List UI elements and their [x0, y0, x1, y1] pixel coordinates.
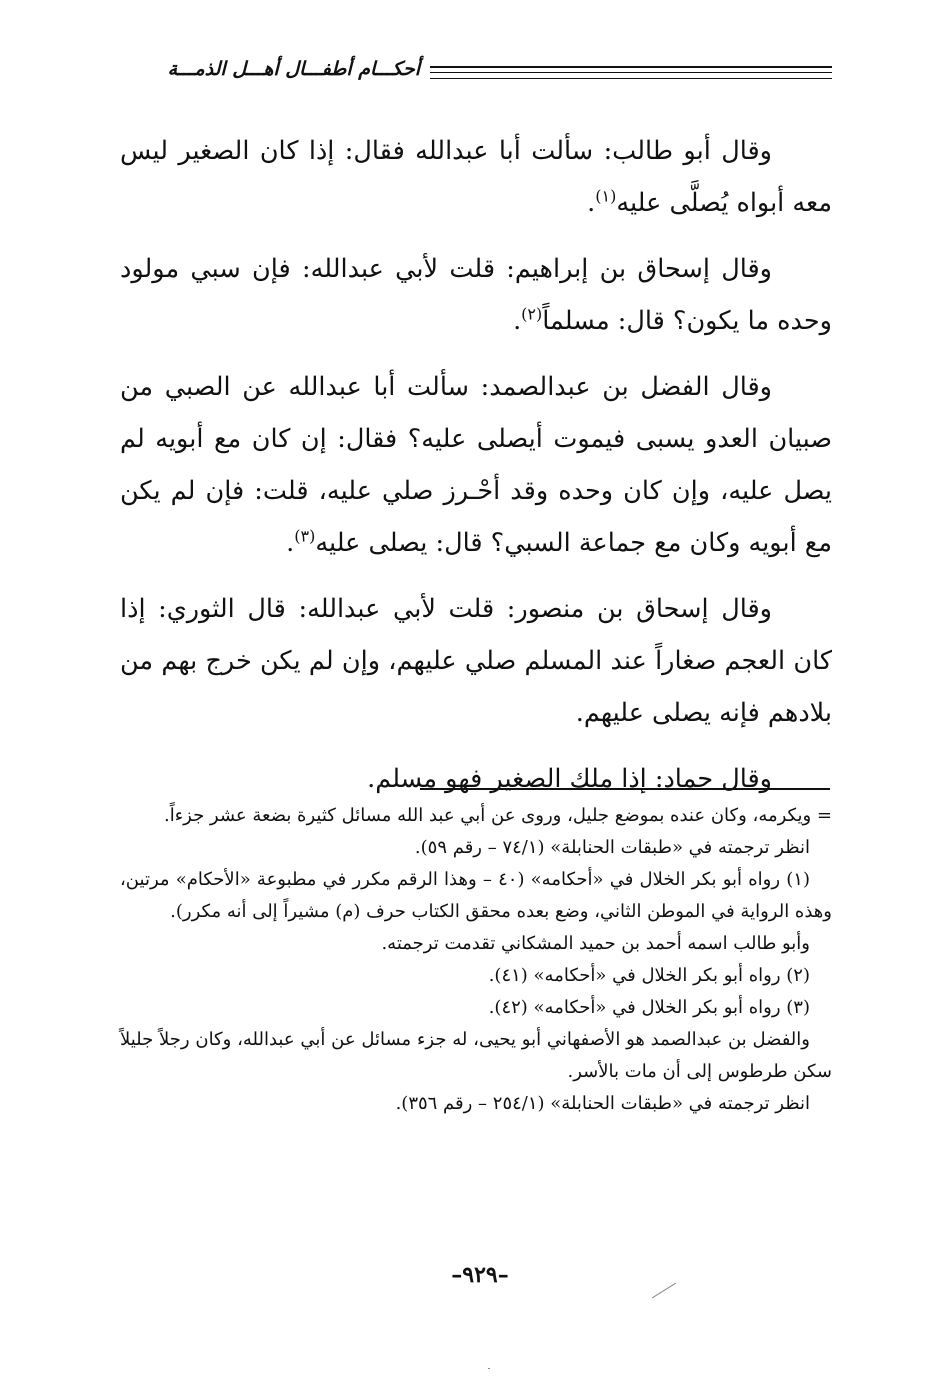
footnote-ref: (٢)	[521, 304, 543, 324]
paragraph: وقال حماد: إذا ملك الصغير فهو مسلم.	[367, 764, 772, 794]
footnote-separator	[420, 788, 830, 790]
page-number: –٩٢٩–	[451, 1262, 509, 1288]
footnote: (٣) رواه أبو بكر الخلال في «أحكامه» (٤٢).	[488, 997, 810, 1018]
main-text	[120, 125, 832, 819]
header-rule	[430, 72, 832, 73]
scan-mark	[488, 1368, 490, 1369]
footnote: وأبو طالب اسمه أحمد بن حميد المشكاني تقدمت ترجمته.	[381, 933, 810, 954]
paragraph: وقال إسحاق بن منصور: قلت لأبي عبدالله: قال الثوري: إذا كان العجم صغاراً عند المسلم صلي عليهم، وإن لم يكن خرج بهم من بلادهم فإنه يصلى عليهم.	[120, 594, 832, 728]
footnote-ref: (١)	[595, 186, 617, 206]
footnote: انظر ترجمته في «طبقات الحنابلة» (٢٥٤/١ – رقم ٣٥٦).	[395, 1093, 810, 1114]
paragraph: وقال إسحاق بن إبراهيم: قلت لأبي عبدالله: فإن سبي مولود وحده ما يكون؟ قال: مسلماً$^{(٢)}$.	[120, 254, 832, 336]
footnote-ref: (٣)	[294, 526, 316, 546]
footnote: (٢) رواه أبو بكر الخلال في «أحكامه» (٤١).	[488, 965, 810, 986]
header-rule	[430, 78, 832, 79]
header-title: أحكـــام أطفـــال أهـــل الذمـــة	[167, 58, 420, 80]
footnote: انظر ترجمته في «طبقات الحنابلة» (٧٤/١ – رقم ٥٩).	[414, 837, 810, 858]
footnote: (١) رواه أبو بكر الخلال في «أحكامه» (٤٠ – وهذا الرقم مكرر في مطبوعة «الأحكام» مرتين، وهذه الرواية في الموطن الثاني، وضع بعده محقق الكتاب حرف (م) مشيراً إلى أنه مكرر).	[120, 869, 832, 922]
running-header	[120, 54, 832, 88]
paragraph: وقال الفضل بن عبدالصمد: سألت أبا عبدالله عن الصبي من صبيان العدو يسبى فيموت أيصلى عليه؟ فقال: إن كان مع أبويه لم يصل عليه، وإن كان وحده وقد أحْـرز صلي عليه، قلت: فإن لم يكن مع أبويه وكان مع جماعة السبي؟ قال: يصلى عليه$^{(٣)}$.	[120, 372, 832, 558]
footnote: = ويكرمه، وكان عنده بموضع جليل، وروى عن أبي عبد الله مسائل كثيرة بضعة عشر جزءاً.	[163, 805, 832, 826]
scan-mark	[652, 1283, 676, 1299]
footnote: والفضل بن عبدالصمد هو الأصفهاني أبو يحيى، له جزء مسائل عن أبي عبدالله، وكان رجلاً جليلاً سكن طرطوس إلى أن مات بالأسر.	[120, 1029, 832, 1082]
header-rule	[430, 66, 832, 68]
paragraph: وقال أبو طالب: سألت أبا عبدالله فقال: إذا كان الصغير ليس معه أبواه يُصلَّى عليه$^{(١)}$.	[120, 136, 832, 218]
footnotes	[120, 800, 832, 1120]
